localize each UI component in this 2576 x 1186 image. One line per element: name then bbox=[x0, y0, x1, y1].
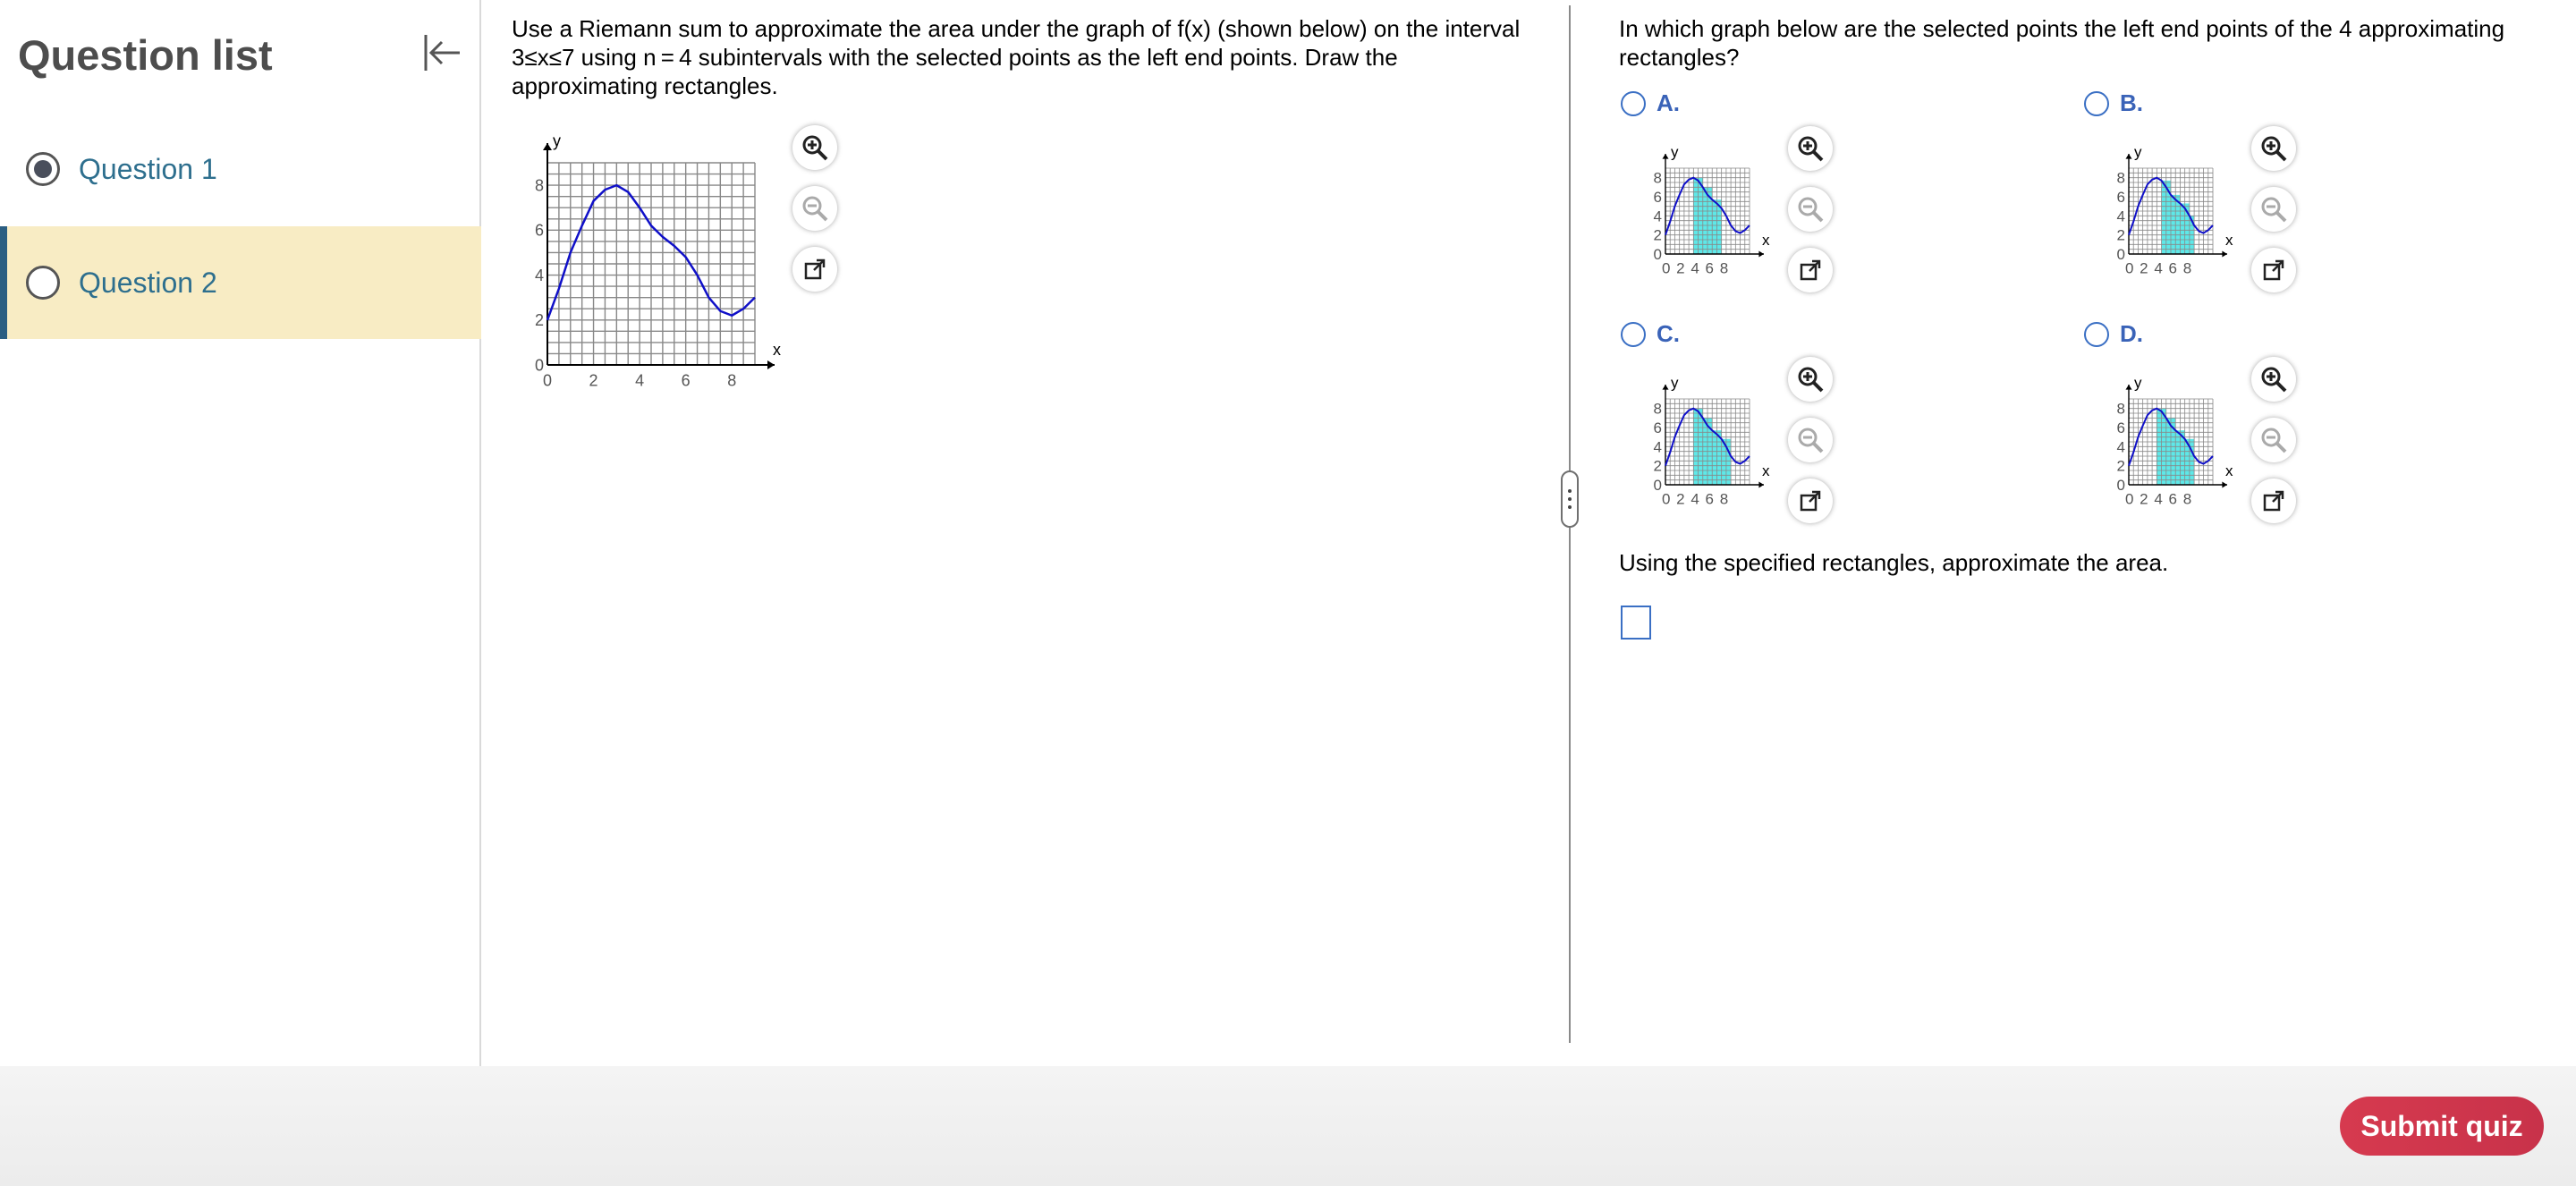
popout-icon bbox=[2260, 257, 2287, 284]
y-axis-arrow bbox=[2126, 385, 2132, 390]
zoom-in-icon bbox=[2258, 133, 2289, 164]
option-d-graph bbox=[2104, 360, 2247, 512]
y-tick-label: 8 bbox=[1653, 400, 1662, 418]
popout-icon bbox=[1797, 257, 1824, 284]
y-axis-label: y bbox=[553, 131, 561, 150]
sidebar-title: Question list bbox=[18, 31, 273, 79]
area-prompt: Using the specified rectangles, approximate the area. bbox=[1619, 549, 2169, 576]
x-axis-arrow bbox=[1758, 251, 1764, 258]
grip-dot bbox=[1568, 489, 1572, 493]
y-tick-label: 8 bbox=[2116, 400, 2125, 418]
collapse-sidebar-button[interactable] bbox=[417, 30, 467, 75]
x-tick-label: 2 bbox=[589, 371, 598, 390]
zoom-out-icon bbox=[1795, 425, 1826, 455]
y-tick-label: 6 bbox=[1653, 188, 1662, 206]
y-tick-label: 0 bbox=[1653, 476, 1662, 494]
area-answer-input[interactable] bbox=[1621, 606, 1651, 640]
zoom-out-icon bbox=[2258, 194, 2289, 224]
y-axis-arrow bbox=[1663, 154, 1669, 159]
option-d-popout-button[interactable] bbox=[2251, 479, 2296, 523]
y-tick-label: 6 bbox=[534, 221, 544, 240]
x-tick-label: 6 bbox=[681, 371, 691, 390]
zoom-in-icon bbox=[800, 132, 830, 163]
option-b-zoom-in-button[interactable] bbox=[2251, 126, 2296, 171]
y-tick-label: 6 bbox=[2116, 188, 2125, 206]
option-d-radio[interactable] bbox=[2084, 322, 2109, 347]
footer-bar bbox=[0, 1066, 2576, 1186]
question-1-label: Question 1 bbox=[79, 152, 217, 185]
x-tick-labels: 0 2 4 6 8 bbox=[2125, 259, 2193, 277]
option-c-graph bbox=[1640, 360, 1784, 512]
y-axis-arrow bbox=[2126, 154, 2132, 159]
popout-button[interactable] bbox=[792, 247, 837, 292]
x-axis-label: x bbox=[1762, 462, 1770, 479]
sub-question-prompt: In which graph below are the selected points the left end points of the 4 approximating rectangles? bbox=[1619, 15, 2505, 71]
option-c-letter: C. bbox=[1657, 320, 1680, 347]
x-axis-arrow bbox=[767, 360, 775, 369]
question-list-sidebar bbox=[0, 0, 481, 1066]
option-a-zoom-in-button[interactable] bbox=[1788, 126, 1833, 171]
option-a-graph bbox=[1640, 129, 1784, 281]
y-axis-arrow bbox=[1663, 385, 1669, 390]
answered-indicator-icon bbox=[26, 152, 60, 186]
y-tick-label: 8 bbox=[2116, 169, 2125, 187]
option-a-letter: A. bbox=[1657, 89, 1680, 116]
popout-icon bbox=[2260, 487, 2287, 514]
popout-icon bbox=[801, 256, 828, 283]
y-tick-label: 2 bbox=[534, 311, 544, 330]
option-b-graph bbox=[2104, 129, 2247, 281]
option-c-radio[interactable] bbox=[1621, 322, 1646, 347]
y-tick-label: 4 bbox=[1653, 208, 1662, 225]
grip-dot bbox=[1568, 497, 1572, 501]
y-axis-label: y bbox=[2134, 143, 2142, 161]
x-axis-label: x bbox=[2225, 462, 2233, 479]
y-axis-label: y bbox=[1671, 374, 1679, 392]
option-c-popout-button[interactable] bbox=[1788, 479, 1833, 523]
unanswered-indicator-icon bbox=[26, 266, 60, 300]
x-tick-label: 8 bbox=[727, 371, 737, 390]
y-tick-label: 4 bbox=[534, 266, 544, 284]
grip-dot bbox=[1568, 505, 1572, 509]
submit-quiz-button[interactable]: Submit quiz bbox=[2340, 1097, 2544, 1156]
option-b-letter: B. bbox=[2120, 89, 2143, 116]
x-axis-arrow bbox=[2222, 482, 2227, 488]
x-tick-labels: 0 2 4 6 8 bbox=[1662, 259, 1730, 277]
y-tick-label: 4 bbox=[2116, 438, 2125, 456]
zoom-in-icon bbox=[2258, 364, 2289, 394]
y-tick-label: 0 bbox=[2116, 476, 2125, 494]
zoom-in-icon bbox=[1795, 133, 1826, 164]
y-tick-label: 2 bbox=[2116, 457, 2125, 475]
y-tick-label: 2 bbox=[2116, 226, 2125, 244]
x-tick-label: 4 bbox=[635, 371, 645, 390]
question-2-label: Question 2 bbox=[79, 266, 217, 299]
y-axis-label: y bbox=[1671, 143, 1679, 161]
x-tick-labels: 0 2 4 6 8 bbox=[1662, 490, 1730, 508]
x-axis-label: x bbox=[1762, 231, 1770, 249]
popout-icon bbox=[1797, 487, 1824, 514]
zoom-in-button[interactable] bbox=[792, 125, 837, 170]
option-d-zoom-in-button[interactable] bbox=[2251, 357, 2296, 402]
collapse-left-icon bbox=[420, 31, 463, 74]
sidebar-item-question-2[interactable] bbox=[0, 226, 481, 339]
sidebar-item-question-1[interactable] bbox=[0, 113, 481, 225]
zoom-out-icon bbox=[1795, 194, 1826, 224]
zoom-out-icon bbox=[800, 193, 830, 224]
pane-resize-handle[interactable] bbox=[1561, 470, 1579, 528]
y-axis-label: y bbox=[2134, 374, 2142, 392]
x-tick-label: 0 bbox=[542, 371, 553, 390]
function-graph bbox=[521, 125, 789, 402]
option-c-zoom-out-button[interactable] bbox=[1788, 418, 1833, 462]
x-axis-arrow bbox=[1758, 482, 1764, 488]
y-axis-arrow bbox=[543, 143, 552, 150]
option-a-popout-button[interactable] bbox=[1788, 248, 1833, 292]
option-b-radio[interactable] bbox=[2084, 91, 2109, 116]
option-c-zoom-in-button[interactable] bbox=[1788, 357, 1833, 402]
y-tick-label: 0 bbox=[2116, 245, 2125, 263]
y-tick-label: 2 bbox=[1653, 457, 1662, 475]
y-tick-label: 8 bbox=[534, 176, 544, 195]
y-tick-label: 6 bbox=[1653, 419, 1662, 436]
option-b-popout-button[interactable] bbox=[2251, 248, 2296, 292]
y-tick-label: 4 bbox=[2116, 208, 2125, 225]
y-tick-label: 4 bbox=[1653, 438, 1662, 456]
x-tick-labels: 0 2 4 6 8 bbox=[2125, 490, 2193, 508]
option-b-zoom-out-button[interactable] bbox=[2251, 187, 2296, 232]
zoom-out-icon bbox=[2258, 425, 2289, 455]
y-tick-label: 2 bbox=[1653, 226, 1662, 244]
x-axis-label: x bbox=[2225, 231, 2233, 249]
x-axis-arrow bbox=[2222, 251, 2227, 258]
y-tick-label: 8 bbox=[1653, 169, 1662, 187]
y-tick-label: 0 bbox=[1653, 245, 1662, 263]
x-axis-label: x bbox=[773, 341, 781, 360]
y-tick-label: 0 bbox=[534, 356, 544, 375]
zoom-out-button[interactable] bbox=[792, 186, 837, 231]
option-a-radio[interactable] bbox=[1621, 91, 1646, 116]
option-a-zoom-out-button[interactable] bbox=[1788, 187, 1833, 232]
option-d-zoom-out-button[interactable] bbox=[2251, 418, 2296, 462]
zoom-in-icon bbox=[1795, 364, 1826, 394]
y-tick-label: 6 bbox=[2116, 419, 2125, 436]
question-prompt: Use a Riemann sum to approximate the area under the graph of f(x) (shown below) on the interval 3≤x≤7 using n = 4 subintervals with the selected points as the left end points. Draw the approximating rectangles. bbox=[512, 15, 1521, 99]
option-d-letter: D. bbox=[2120, 320, 2143, 347]
